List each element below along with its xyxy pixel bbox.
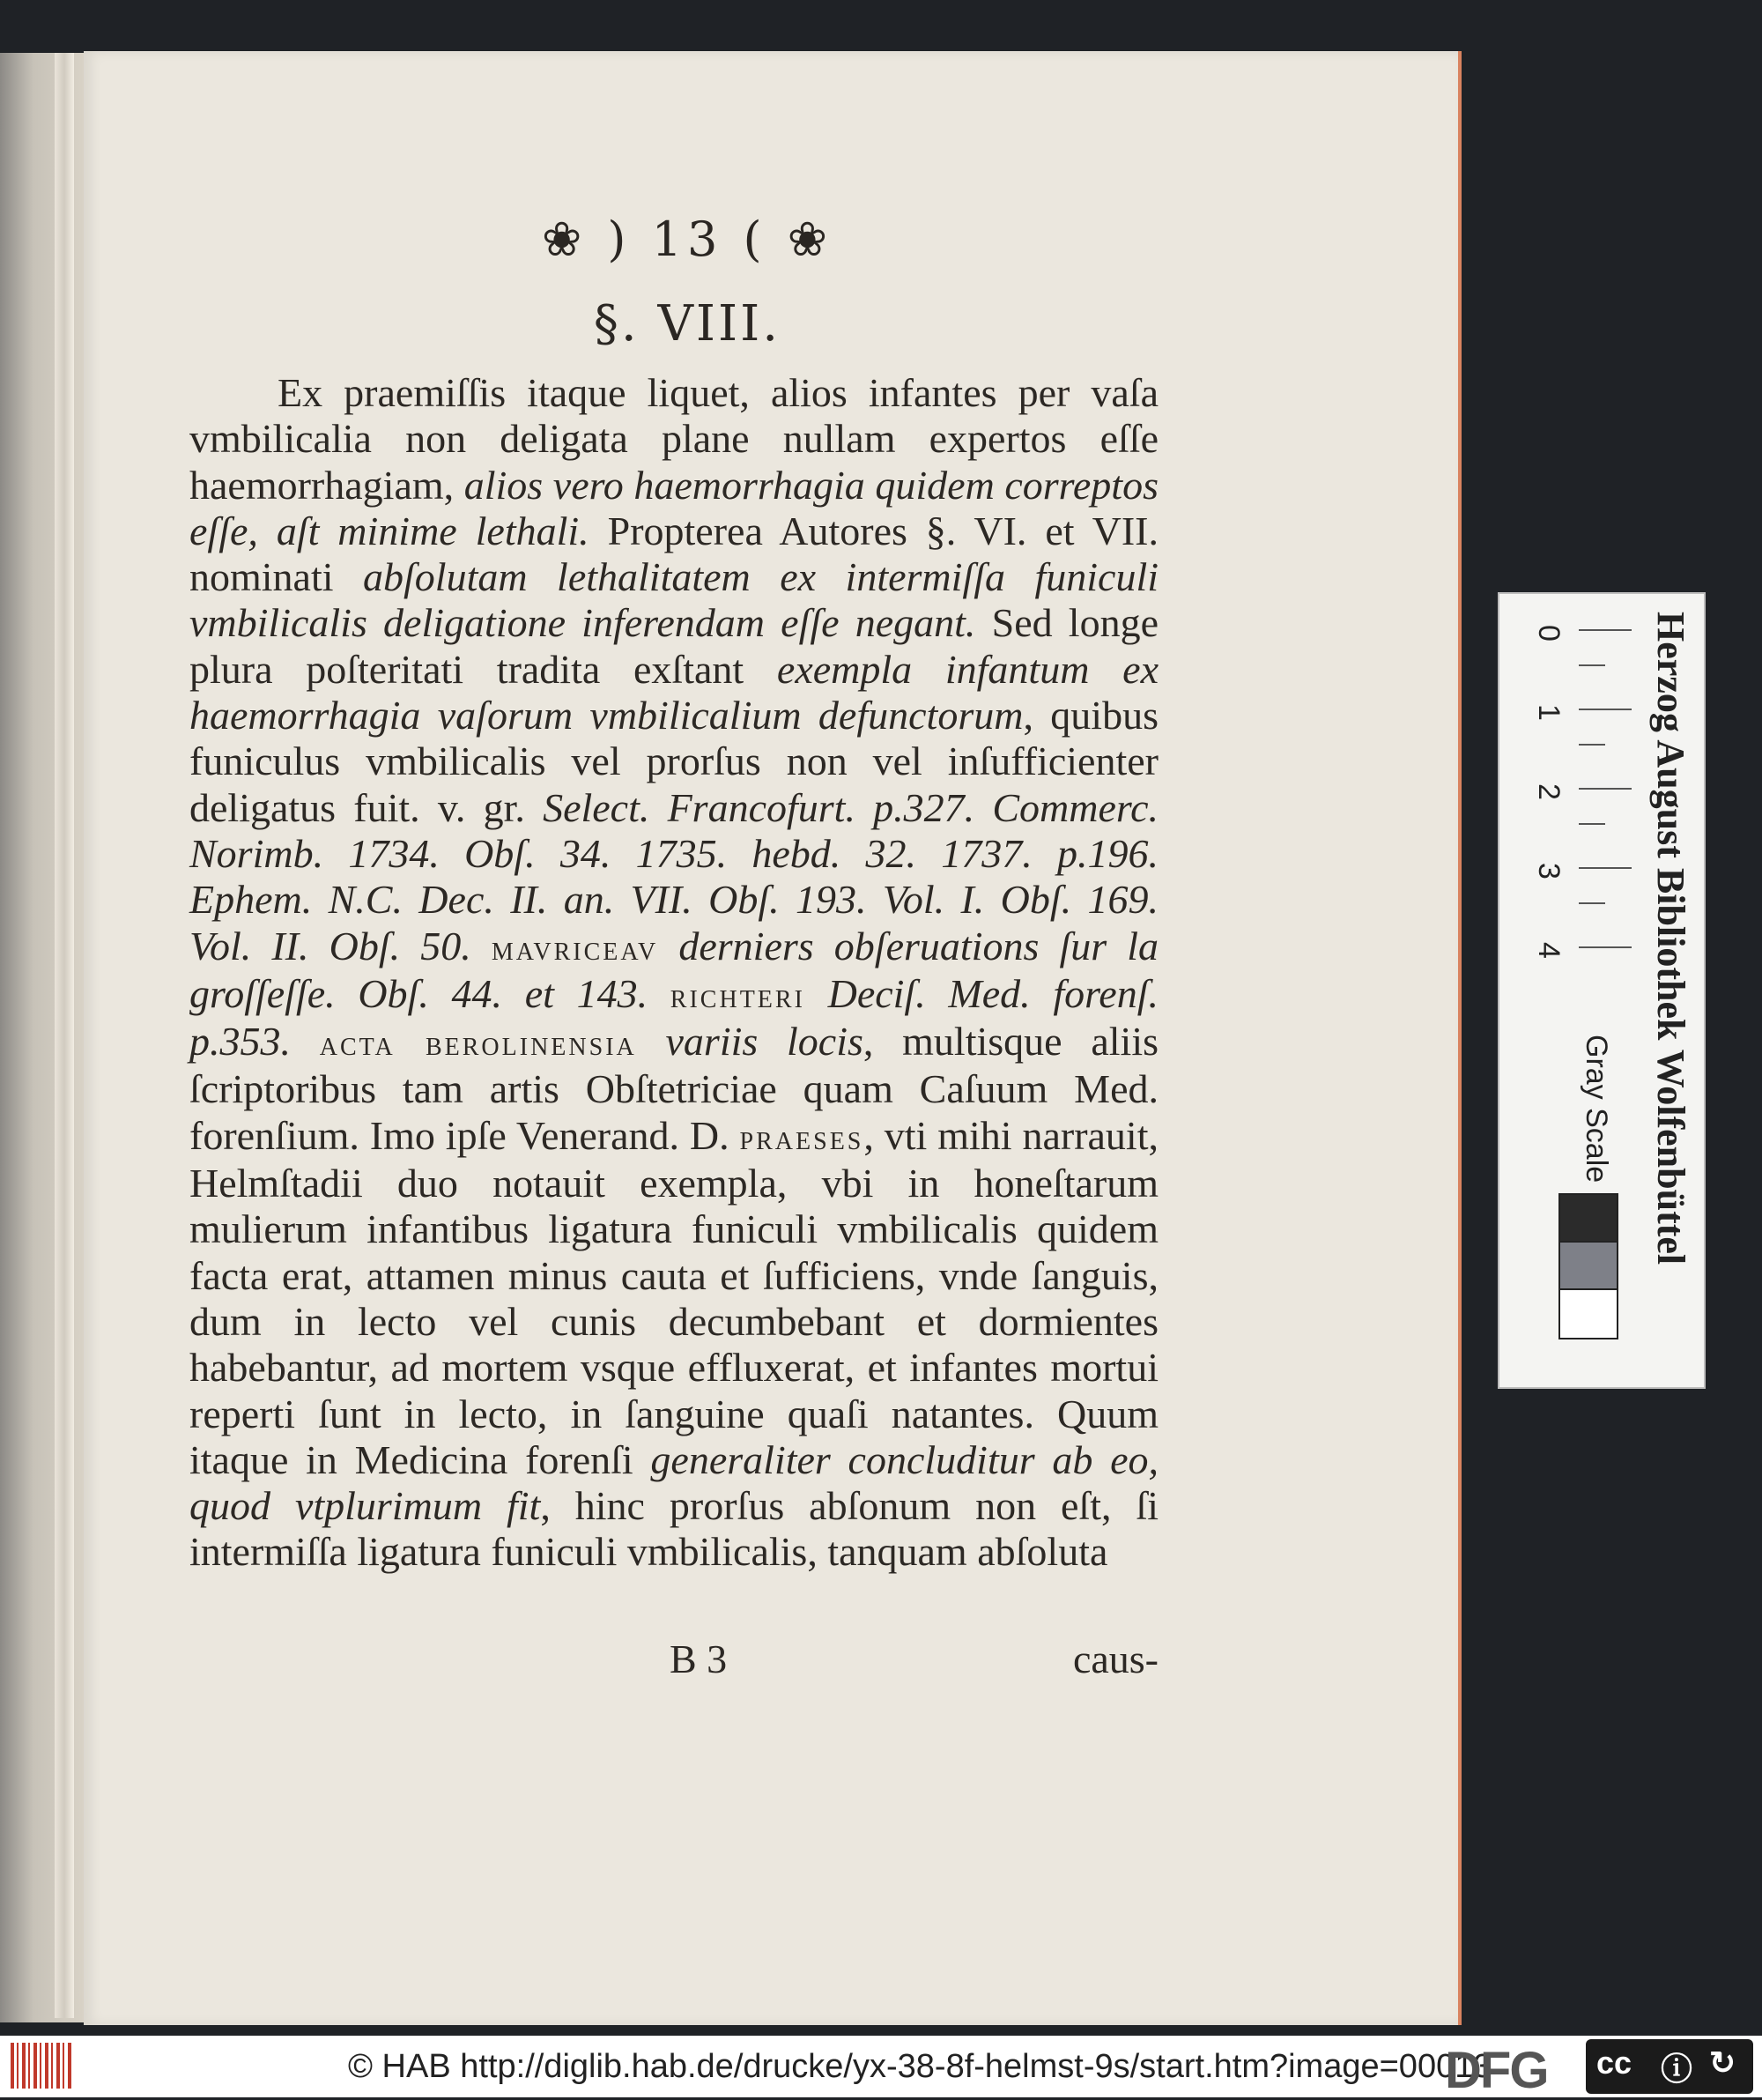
section-title: §. VIII. — [593, 295, 781, 352]
dfg-logo[interactable]: DFG — [1445, 2042, 1548, 2099]
gray-patch-mid — [1558, 1241, 1618, 1292]
hab-logo[interactable] — [11, 2043, 72, 2089]
page-header — [493, 211, 881, 267]
sa-icon: ↻ — [1709, 2044, 1736, 2081]
copyright-link[interactable]: © HAB http://diglib.hab.de/drucke/yx-38-8f-helmst-9s/start.htm?image=00013 — [348, 2048, 1492, 2085]
italic-run: variis locis — [665, 1019, 863, 1065]
cc-icon: cc — [1596, 2044, 1632, 2081]
italic-run: abſolutam lethalitatem ex intermiſſa funiculi vmbilicalis deligatione inferendam eſſe negant. — [189, 554, 1159, 646]
italic-run: derniers obſeruations ſur la groſſeſſe. Obſ. 44. et 143. — [189, 923, 1159, 1016]
italic-run: Select. Francofurt. p.327. Commerc. Norimb. 1734. Obſ. 34. 1735. hebd. 32. 1737. p.196. Ephem. N.C. Dec. II. an. VII. Obſ. 193. Vol. I. Obſ. 169. Vol. II. Obſ. 50. — [189, 784, 1159, 968]
page-number-header: ❀ ) 13 ( ❀ — [542, 211, 833, 267]
text-run: , hinc prorſus abſonum non eſt, ſi intermiſſa ligatura funiculi vmbilicalis, tanquam abſoluta — [189, 1483, 1159, 1575]
ruler-tick — [1579, 902, 1605, 904]
ruler-number: 2 — [1531, 783, 1566, 800]
ruler-tick — [1579, 744, 1605, 746]
gray-patch-light — [1558, 1288, 1618, 1339]
book-binding — [55, 53, 74, 2018]
text-run: , multisque aliis ſcriptoribus tam artis Obſtetriciae quam Caſuum Med. forenſium. Imo ipſe Venerand. D. — [189, 1019, 1159, 1158]
ruler-number: 3 — [1531, 863, 1566, 879]
italic-run: generaliter concluditur ab eo, quod vtplurimum fit — [189, 1436, 1159, 1529]
text-run: , vti mihi narrauit, Helmſtadii duo notauit exempla, vbi in honeſtarum mulierum infantibus ligatura funiculi vmbilicalis quidem facta erat, attamen minus cauta et ſufficiens, vnde ſanguis, dum in lecto vel cunis decumbebant et dormientes habebantur, ad mortem vsque effluxerat, et infantes mortui reperti ſunt in lecto, in ſanguine quaſi natantes. Quum itaque in Medicina forenſi — [189, 1112, 1159, 1482]
gray-scale-label: Gray Scale — [1580, 1035, 1613, 1184]
catchword: caus- — [1072, 1636, 1159, 1681]
italic-run: Deciſ. Med. forenſ. p.353. — [189, 970, 1159, 1065]
text-run: , quibus funiculus vmbilicalis vel prorſus non vel inſufficienter deligatus fuit. v. gr. — [189, 693, 1159, 830]
ruler-number: 1 — [1531, 704, 1566, 721]
text-run: Propterea Autores §. VI. et VII. nominati — [189, 508, 1159, 600]
gray-scale-card — [1498, 592, 1706, 1389]
italic-run: exempla infantum ex haemorrhagia vaſorum vmbilicalium defunctorum — [189, 646, 1159, 738]
smallcaps-run: praeses — [739, 1117, 864, 1157]
ruler — [1531, 612, 1632, 1017]
ruler-tick — [1579, 823, 1605, 825]
italic-run: alios vero haemorrhagia quidem correptos eſſe, aſt minime lethali. — [189, 462, 1159, 553]
paragraph — [189, 370, 1159, 1576]
viewer-footer-bar — [0, 2036, 1762, 2097]
ruler-number: 4 — [1531, 942, 1566, 959]
library-name: Herzog August Bibliothek Wolfenbüttel — [1649, 612, 1692, 1265]
text-run: Ex praemiſſis itaque liquet, alios infantes per vaſa vmbilicalia non deligata plane nullam expertos eſſe haemorrhagiam, — [189, 370, 1159, 508]
cc-license-badge[interactable] — [1586, 2039, 1753, 2094]
smallcaps-run: acta berolinensia — [319, 1023, 637, 1064]
text-run: Sed longe plura poſteritati tradita exſtant — [189, 600, 1159, 692]
smallcaps-run: richteri — [670, 975, 805, 1015]
ruler-tick — [1579, 664, 1605, 666]
by-icon: ⓘ — [1661, 2051, 1693, 2087]
signature-mark: B 3 — [670, 1636, 728, 1681]
gray-patch-dark — [1558, 1193, 1618, 1244]
ruler-number: 0 — [1531, 625, 1566, 642]
smallcaps-run: mavriceav — [491, 927, 659, 968]
body-text — [189, 370, 1159, 1576]
